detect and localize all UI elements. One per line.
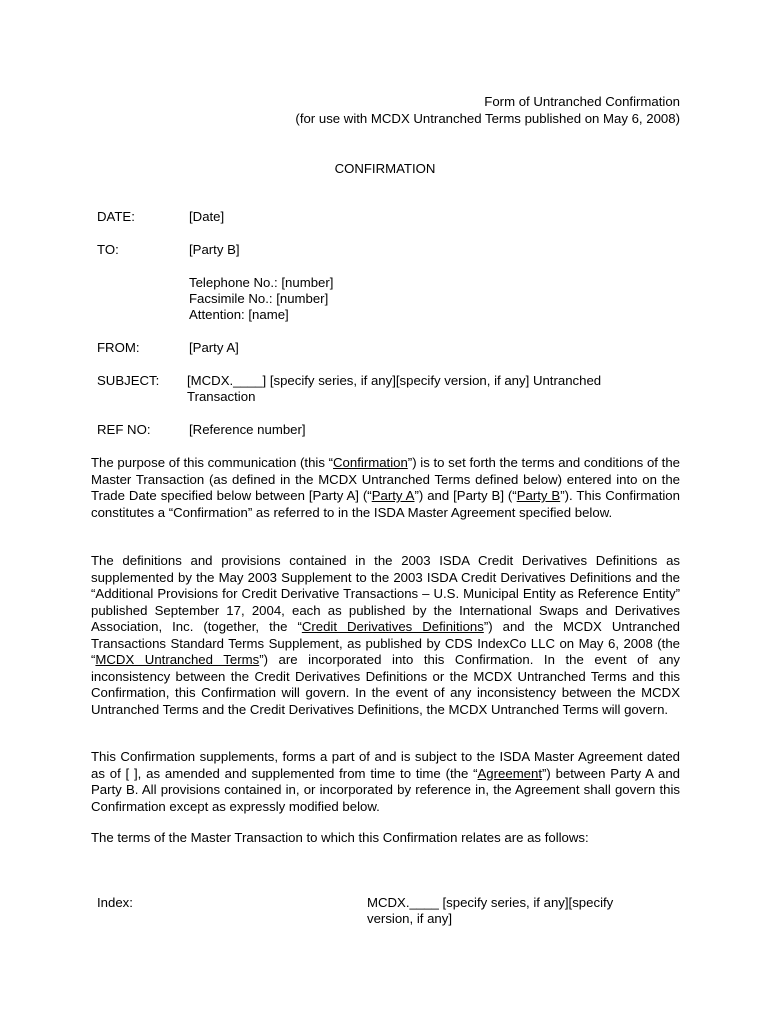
ref-no-value: [Reference number] <box>189 422 306 437</box>
header-subtitle: (for use with MCDX Untranched Terms published on May 6, 2008) <box>295 110 680 126</box>
agreement-text-1: This Confirmation supplements, forms a part of and is subject to the ISDA Master Agreement dated as of [ ], as amended and supplemented from time to time (the “ <box>91 749 680 781</box>
purpose-text-3: ”) and [Party B] (“ <box>414 488 517 503</box>
party-a-defined-term: Party A <box>371 488 415 503</box>
agreement-defined-term: Agreement <box>477 765 543 781</box>
subject-value-line2: Transaction <box>187 389 256 404</box>
ref-no-label: REF NO: <box>97 422 151 437</box>
index-label: Index: <box>97 895 133 910</box>
telephone-line: Telephone No.: [number] <box>189 275 334 290</box>
purpose-text-2: ”) is to set forth the terms and conditions of the Master Transaction (as defined in the MCDX Untranched Terms defined below) entered into on the Trade Date specified below between [Party A] (“ <box>91 455 680 503</box>
purpose-text-1: The purpose of this communication (this “ <box>91 455 334 470</box>
page-title: CONFIRMATION <box>334 161 436 176</box>
mcdx-untranched-terms-term: MCDX Untranched Terms <box>95 652 260 667</box>
terms-intro-paragraph: The terms of the Master Transaction to which this Confirmation relates are as follows: <box>91 830 589 845</box>
attention-line: Attention: [name] <box>189 307 289 322</box>
purpose-text-4: ”). This Confirmation constitutes a “Confirmation” as referred to in the ISDA Master Agreement specified below. <box>91 488 680 520</box>
credit-derivatives-definitions-term: Credit Derivatives Definitions <box>301 619 484 634</box>
subject-value-line1: [MCDX.____] [specify series, if any][specify version, if any] Untranched <box>187 373 602 388</box>
from-label: FROM: <box>97 340 140 355</box>
definitions-paragraph <box>91 553 680 718</box>
definitions-text-2: ”) and the MCDX Untranched Transactions Standard Terms Supplement, as published by CDS IndexCo LLC on May 6, 2008 (the “ <box>91 619 680 667</box>
index-value-line1: MCDX.____ [specify series, if any][specify <box>367 895 614 910</box>
header-form-title: Form of Untranched Confirmation <box>484 94 680 109</box>
document-header <box>295 94 680 127</box>
subject-label: SUBJECT: <box>97 373 160 388</box>
date-value: [Date] <box>189 209 225 224</box>
definitions-text-1: The definitions and provisions contained in the 2003 ISDA Credit Derivatives Definitions as supplemented by the May 2003 Supplement to the 2003 ISDA Credit Derivatives Definitions and the “Additional Provisions for Credit Derivative Transactions – U.S. Municipal Entity as Reference Entity” published September 17, 2004, each as published by the International Swaps and Derivatives Association, Inc. (together, the “ <box>91 553 680 634</box>
facsimile-line: Facsimile No.: [number] <box>189 291 329 306</box>
purpose-paragraph <box>91 455 680 521</box>
definitions-text-3: ”) are incorporated into this Confirmation. In the event of any inconsistency between the Credit Derivatives Definitions or the MCDX Untranched Terms and this Confirmation, this Confirmation will govern. In the event of any inconsistency between the MCDX Untranched Terms and the Credit Derivatives Definitions, the MCDX Untranched Terms will govern. <box>91 652 680 717</box>
to-value: [Party B] <box>189 242 240 257</box>
from-value: [Party A] <box>189 340 239 355</box>
agreement-paragraph <box>91 749 680 815</box>
to-label: TO: <box>97 242 119 257</box>
party-b-defined-term: Party B <box>516 488 561 503</box>
index-value-line2: version, if any] <box>367 911 453 926</box>
agreement-text-2: ”) between Party A and Party B. All provisions contained in, or incorporated by reference in, the Agreement shall govern this Confirmation except as expressly modified below. <box>91 765 681 814</box>
confirmation-defined-term: Confirmation <box>333 455 408 470</box>
date-label: DATE: <box>97 209 135 224</box>
